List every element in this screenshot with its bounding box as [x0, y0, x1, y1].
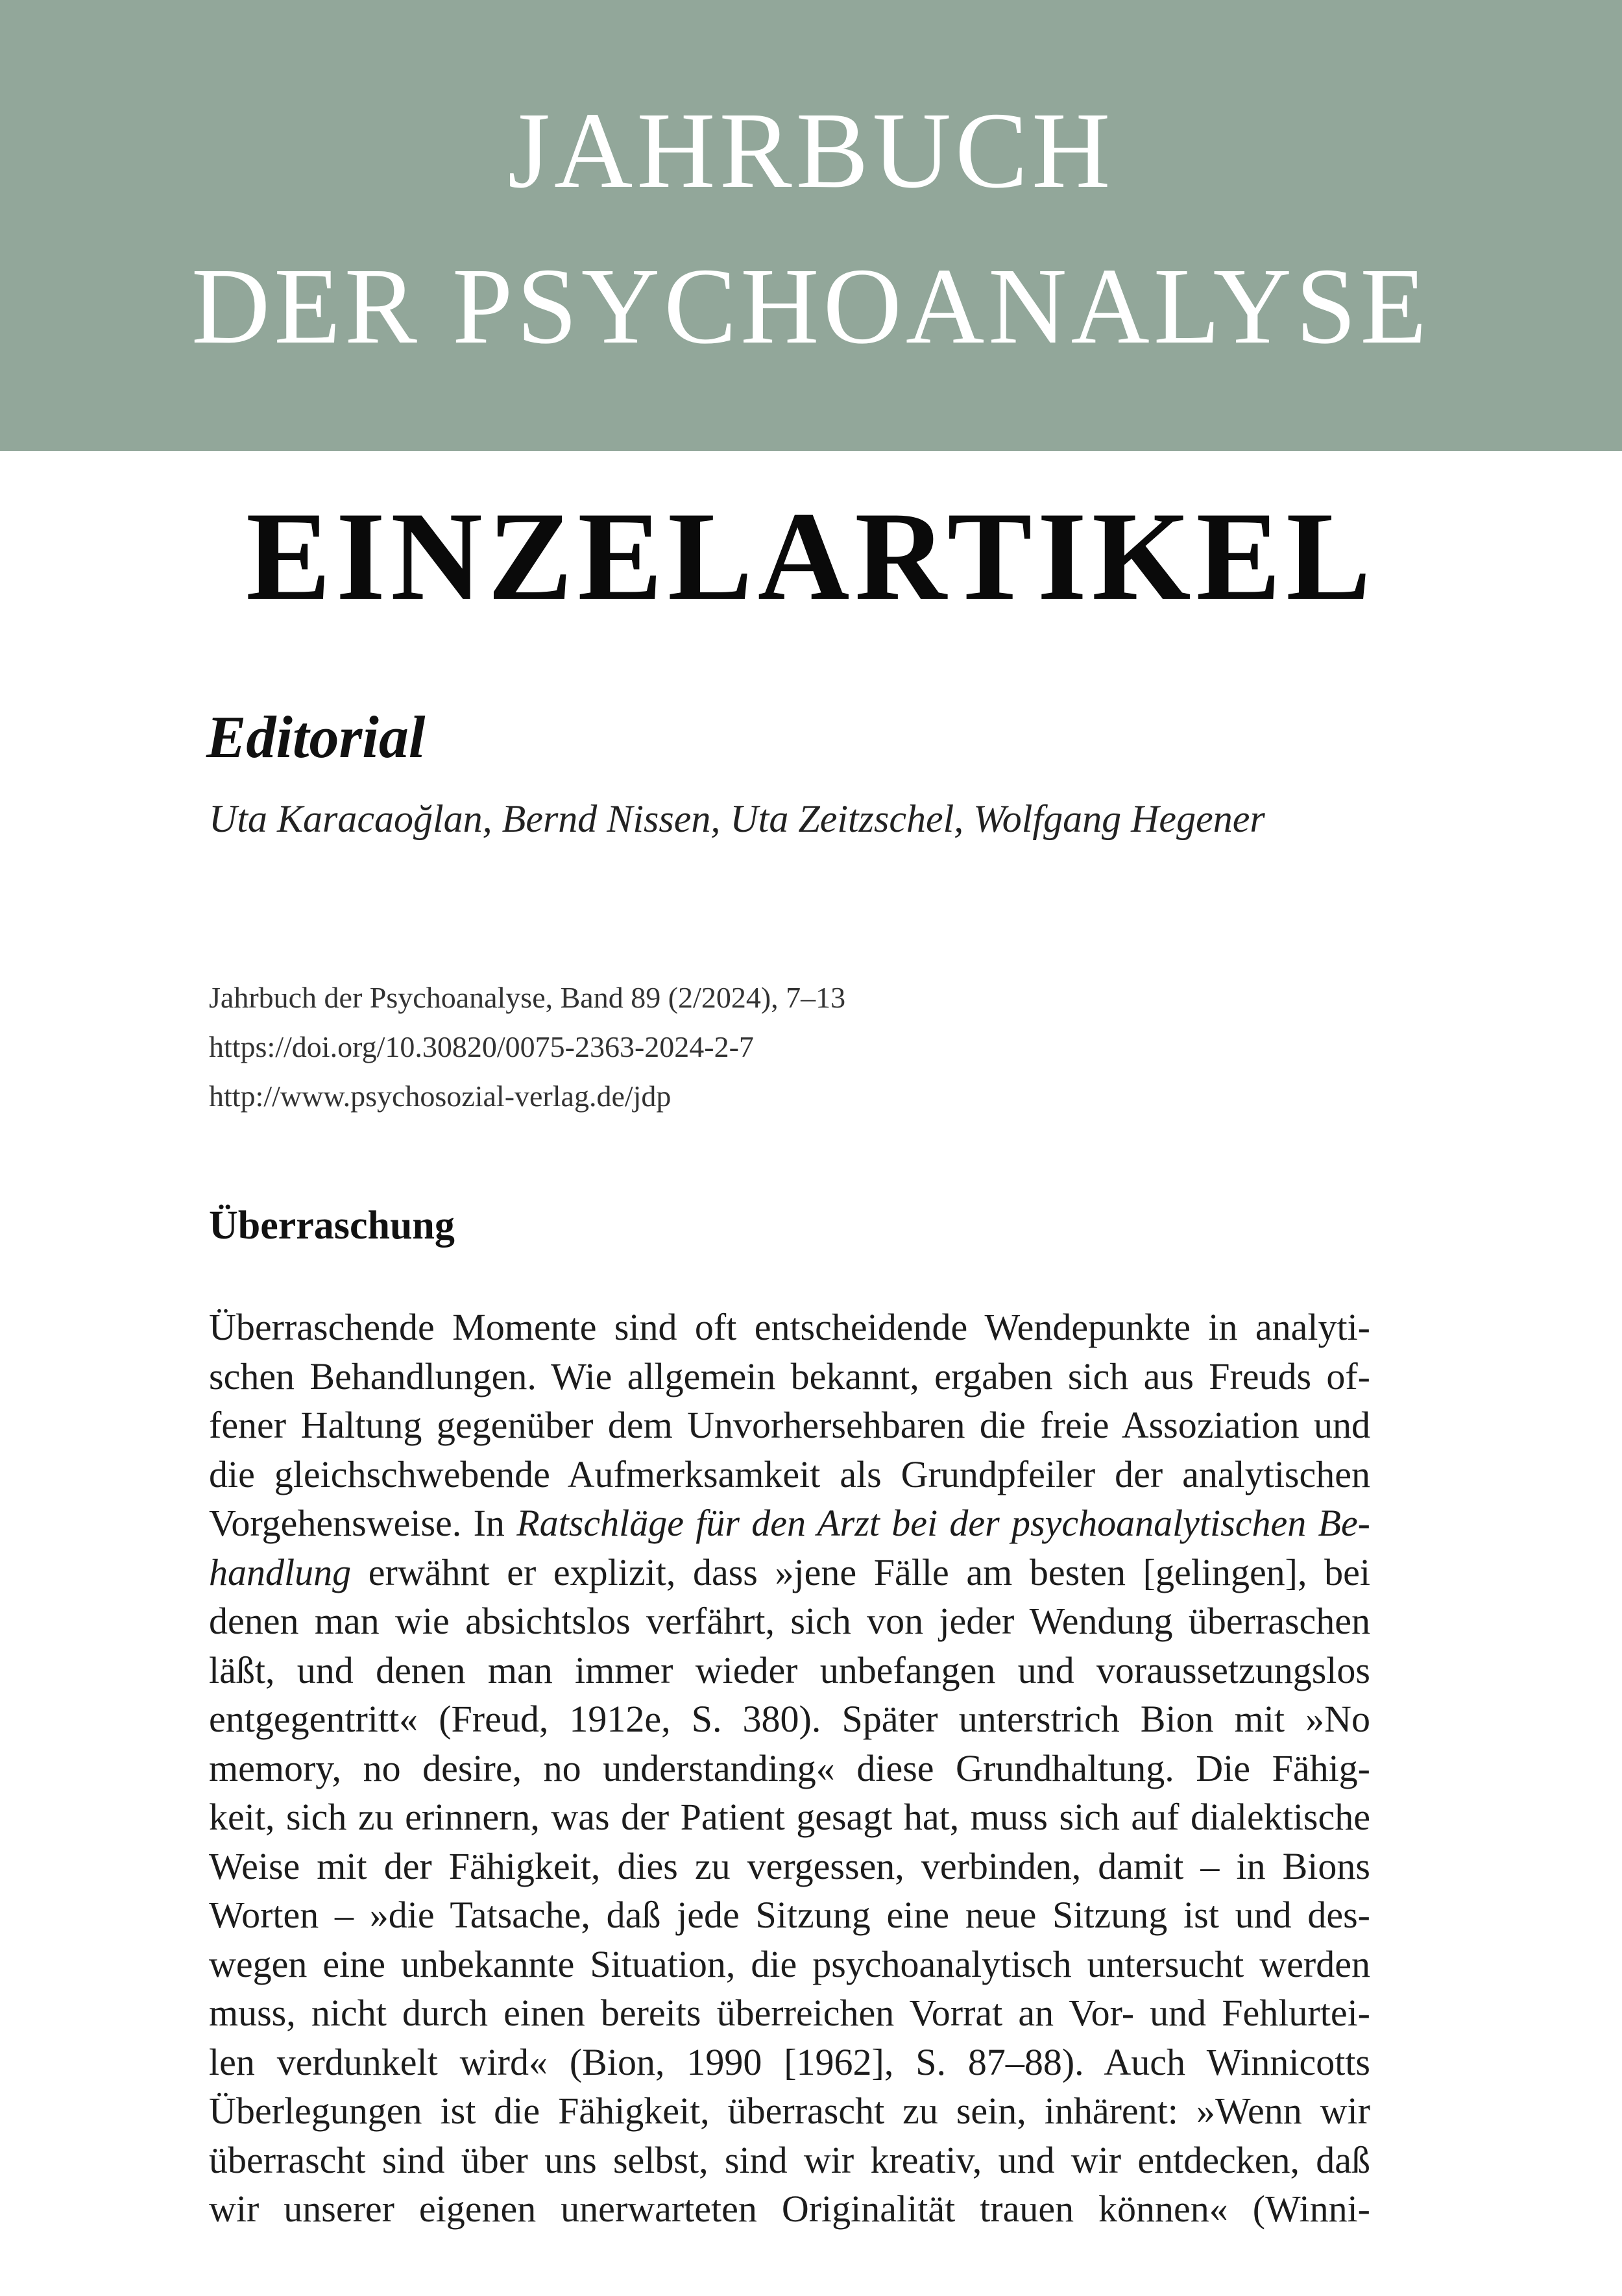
body-line: memory, no desire, no understanding« diese Grundhaltung. Die Fähig-	[209, 1746, 1370, 1789]
body-line: entgegentritt« (Freud, 1912e, S. 380). Später unterstrich Bion mit »No	[209, 1698, 1370, 1740]
section-heading: Überraschung	[209, 1203, 455, 1248]
body-paragraph	[209, 1303, 1370, 2234]
book-title-italic: handlung	[209, 1551, 352, 1593]
category-heading: EINZELARTIKEL	[246, 486, 1376, 627]
body-line: läßt, und denen man immer wieder unbefangen und voraussetzungslos	[209, 1649, 1370, 1691]
body-line: denen man wie absichtslos verfährt, sich von jeder Wendung überraschen	[209, 1600, 1370, 1642]
body-line: fener Haltung gegenüber dem Unvorhersehbaren die freie Assoziation und	[209, 1404, 1370, 1446]
body-line: wegen eine unbekannte Situation, die psychoanalytisch untersucht werden	[209, 1942, 1370, 1985]
journal-url-link[interactable]: http://www.psychosozial-verlag.de/jdp	[209, 1080, 672, 1113]
body-line: Überraschende Momente sind oft entscheidende Wendepunkte in analyti-	[209, 1306, 1370, 1348]
body-line: die gleichschwebende Aufmerksamkeit als Grundpfeiler der analytischen	[209, 1453, 1370, 1495]
article-title: Editorial	[206, 704, 426, 770]
citation-text: Jahrbuch der Psychoanalyse, Band 89 (2/2024), 7–13	[209, 981, 846, 1014]
body-line: Vorgehensweise. In Ratschläge für den Arzt bei der psychoanalytischen Be-	[209, 1502, 1370, 1544]
citation-block	[209, 973, 845, 1121]
body-line: muss, nicht durch einen bereits überreichen Vorrat an Vor- und Fehlurtei-	[209, 1992, 1370, 2034]
body-line: überrascht sind über uns selbst, sind wir kreativ, und wir entdecken, daß	[209, 2138, 1370, 2181]
body-line: Überlegungen ist die Fähigkeit, überrascht zu sein, inhärent: »Wenn wir	[209, 2090, 1370, 2132]
body-line: Worten – »die Tatsache, daß jede Sitzung eine neue Sitzung ist und des-	[209, 1894, 1370, 1936]
journal-title-line-2: DER PSYCHOANALYSE	[191, 246, 1431, 367]
doi-link[interactable]: https://doi.org/10.30820/0075-2363-2024-2-7	[209, 1030, 754, 1063]
body-line: schen Behandlungen. Wie allgemein bekannt, ergaben sich aus Freuds of-	[209, 1355, 1370, 1397]
body-line: keit, sich zu erinnern, was der Patient gesagt hat, muss sich auf dialektische	[209, 1796, 1370, 1838]
book-title-italic: Ratschläge für den Arzt bei der psychoanalytischen Be-	[516, 1502, 1370, 1544]
body-line: Weise mit der Fähigkeit, dies zu vergessen, verbinden, damit – in Bions	[209, 1844, 1370, 1887]
body-line: handlung erwähnt er explizit, dass »jene Fälle am besten [gelingen], bei	[209, 1551, 1370, 1593]
body-line: len verdunkelt wird« (Bion, 1990 [1962], S. 87–88). Auch Winnicotts	[209, 2040, 1370, 2083]
article-authors: Uta Karacaoğlan, Bernd Nissen, Uta Zeitzschel, Wolfgang Hegener	[209, 797, 1265, 840]
journal-header-band	[0, 0, 1622, 451]
journal-title-line-1: JAHRBUCH	[507, 90, 1115, 211]
body-line: wir unserer eigenen unerwarteten Originalität trauen können« (Winni-	[209, 2188, 1370, 2230]
